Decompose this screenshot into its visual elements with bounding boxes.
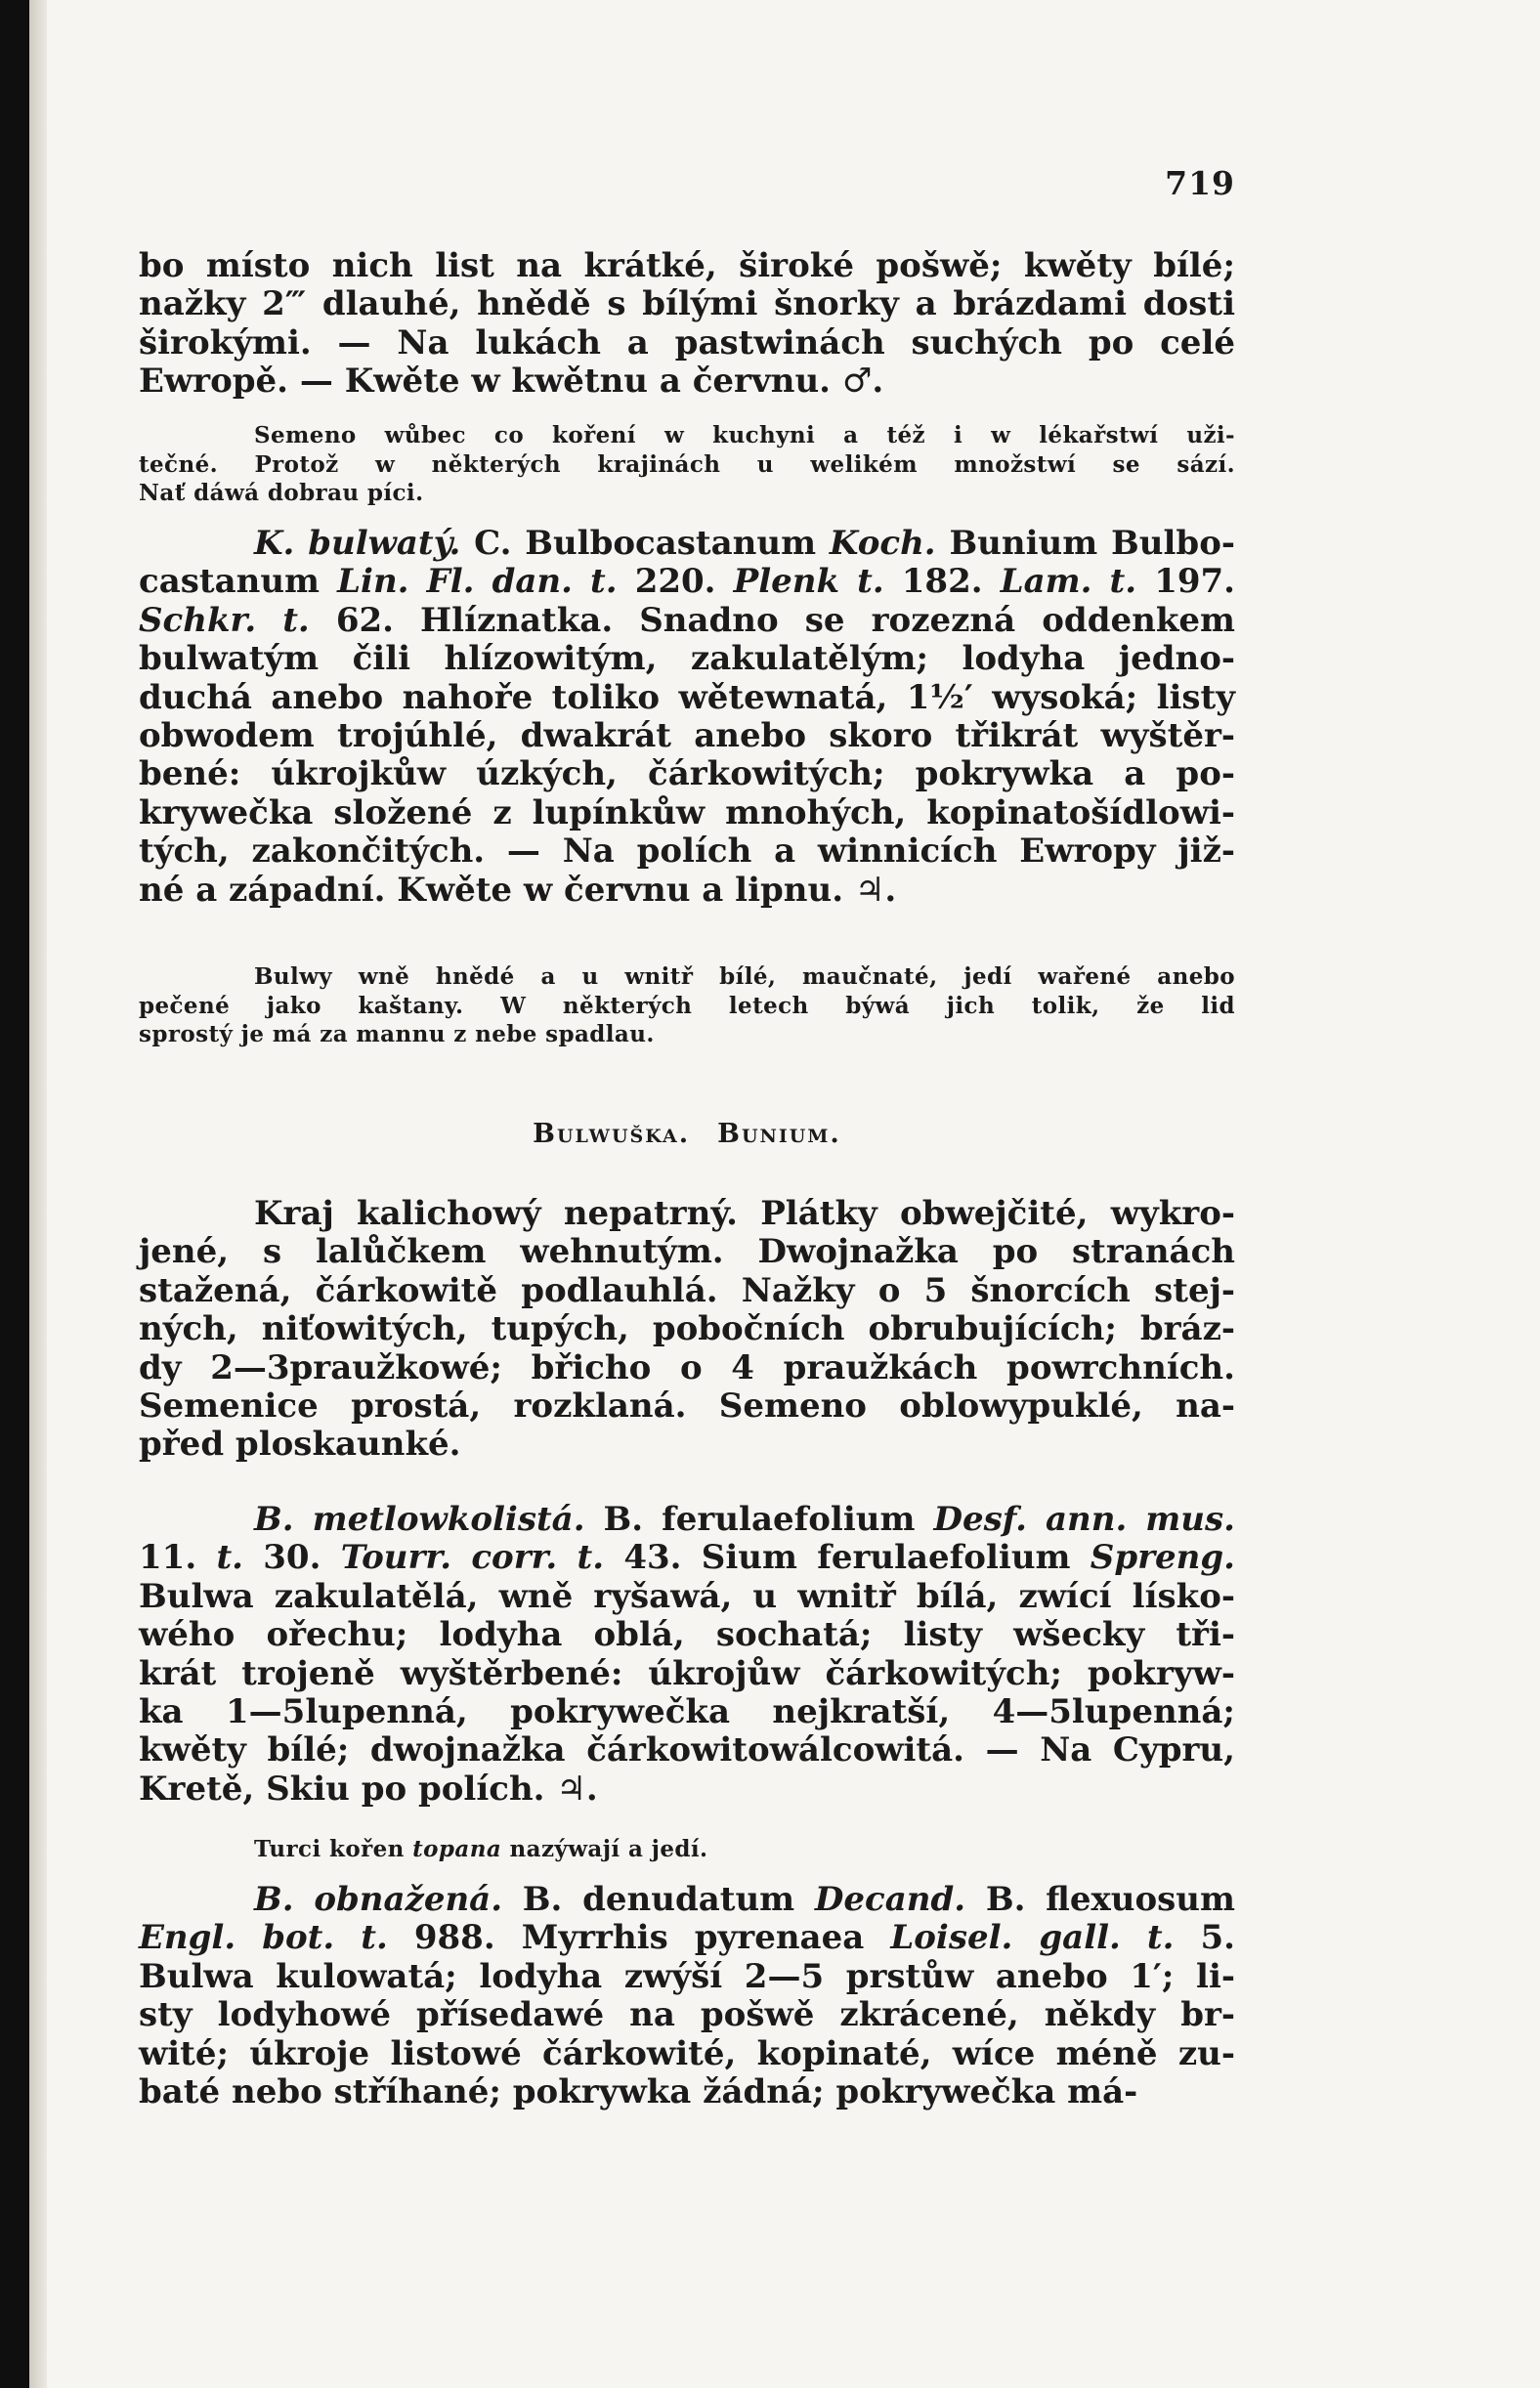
paragraph-2: K. bulwatý. C. Bulbocastanum Koch. Bunium Bulbo- castanum Lin. Fl. dan. t. 220. Plenk t. 182. Lam. t. 197. Schkr. t. 62. Hlíznatka. Snadno se rozezná oddenkem bulwatým čili hlízowitým, zakulatělým; lodyha jedno- duchá anebo nahoře toliko wětewnatá, 1½′ wysoká; listy obwodem trojúhlé, dwakrát anebo skoro třikrát wyštěr- bené: úkrojkůw úzkých, čárkowitých; pokrywka a po- krywečka složené z lupínkůw mnohých, kopinatošídlowi- tých, zakončitých. — Na polích a winnicích Ewropy již- né a západní. Kwěte w červnu a lipnu. ♃. [139, 524, 1236, 910]
book-page [29, 0, 1540, 2388]
paragraph-5: B. obnažená. B. denudatum Decand. B. flexuosum Engl. bot. t. 988. Myrrhis pyrenaea Loisel. gall. t. 5. Bulwa kulowatá; lodyha zwýší 2—5 prstůw anebo 1′; li- sty lodyhowé přísedawé na pošwě zkrácené, někdy br- wité; úkroje listowé čárkowité, kopinaté, wíce méně zu- baté nebo stříhané; pokrywka žádná; pokrywečka má- [139, 1880, 1236, 2112]
paragraph-4: B. metlowkolistá. B. ferulaefolium Desf. ann. mus. 11. t. 30. Tourr. corr. t. 43. Sium ferulaefolium Spreng. Bulwa zakulatělá, wně ryšawá, u wnitř bílá, zwící lísko- wého ořechu; lodyha oblá, sochatá; listy wšecky tři- krát trojeně wyštěrbené: úkrojůw čárkowitých; pokryw- ka 1—5lupenná, pokrywečka nejkratší, 4—5lupenná; kwěty bílé; dwojnažka čárkowitowálcowitá. — Na Cypru, Kretě, Skiu po polích. ♃. [139, 1500, 1235, 1809]
genus-heading [139, 1119, 1235, 1149]
paragraph-3: Kraj kalichowý nepatrný. Plátky obwejčité, wykro- jené, s lalůčkem wehnutým. Dwojnažka po stranách stažená, čárkowitě podlauhlá. Nažky o 5 šnorcích stej- ných, niťowitých, tupých, pobočních obrubujících; bráz- dy 2—3praužkowé; břicho o 4 praužkách powrchních. Semenice prostá, rozklaná. Semeno oblowypuklé, na- před ploskaunké. [139, 1194, 1235, 1465]
genus-heading-czech: Bulwuška. [533, 1119, 691, 1149]
note-3: Turci kořen topana nazýwají a jedí. [254, 1836, 708, 1862]
note-1: Semeno wůbec co koření w kuchyni a též i w lékařstwí uži- tečné. Protož w některých krajinách u welikém množstwí se sází. Nať dáwá dobrau píci. [139, 422, 1235, 506]
genus-heading-latin: Bunium. [717, 1119, 841, 1149]
page-spine-shadow [29, 0, 47, 2388]
note-2: Bulwy wně hnědé a u wnitř bílé, maučnaté, jedí wařené anebo pečené jako kaštany. W některých letech býwá jich tolik, že lid sprostý je má za mannu z nebe spadlau. [139, 963, 1235, 1047]
paragraph-1: bo místo nich list na krátké, široké pošwě; kwěty bílé; nažky 2‴ dlauhé, hnědě s bílými šnorky a brázdami dosti širokými. — Na lukách a pastwinách suchých po celé Ewropě. — Kwěte w kwětnu a červnu. ♂. [139, 246, 1235, 402]
page-number: 719 [1165, 164, 1235, 202]
